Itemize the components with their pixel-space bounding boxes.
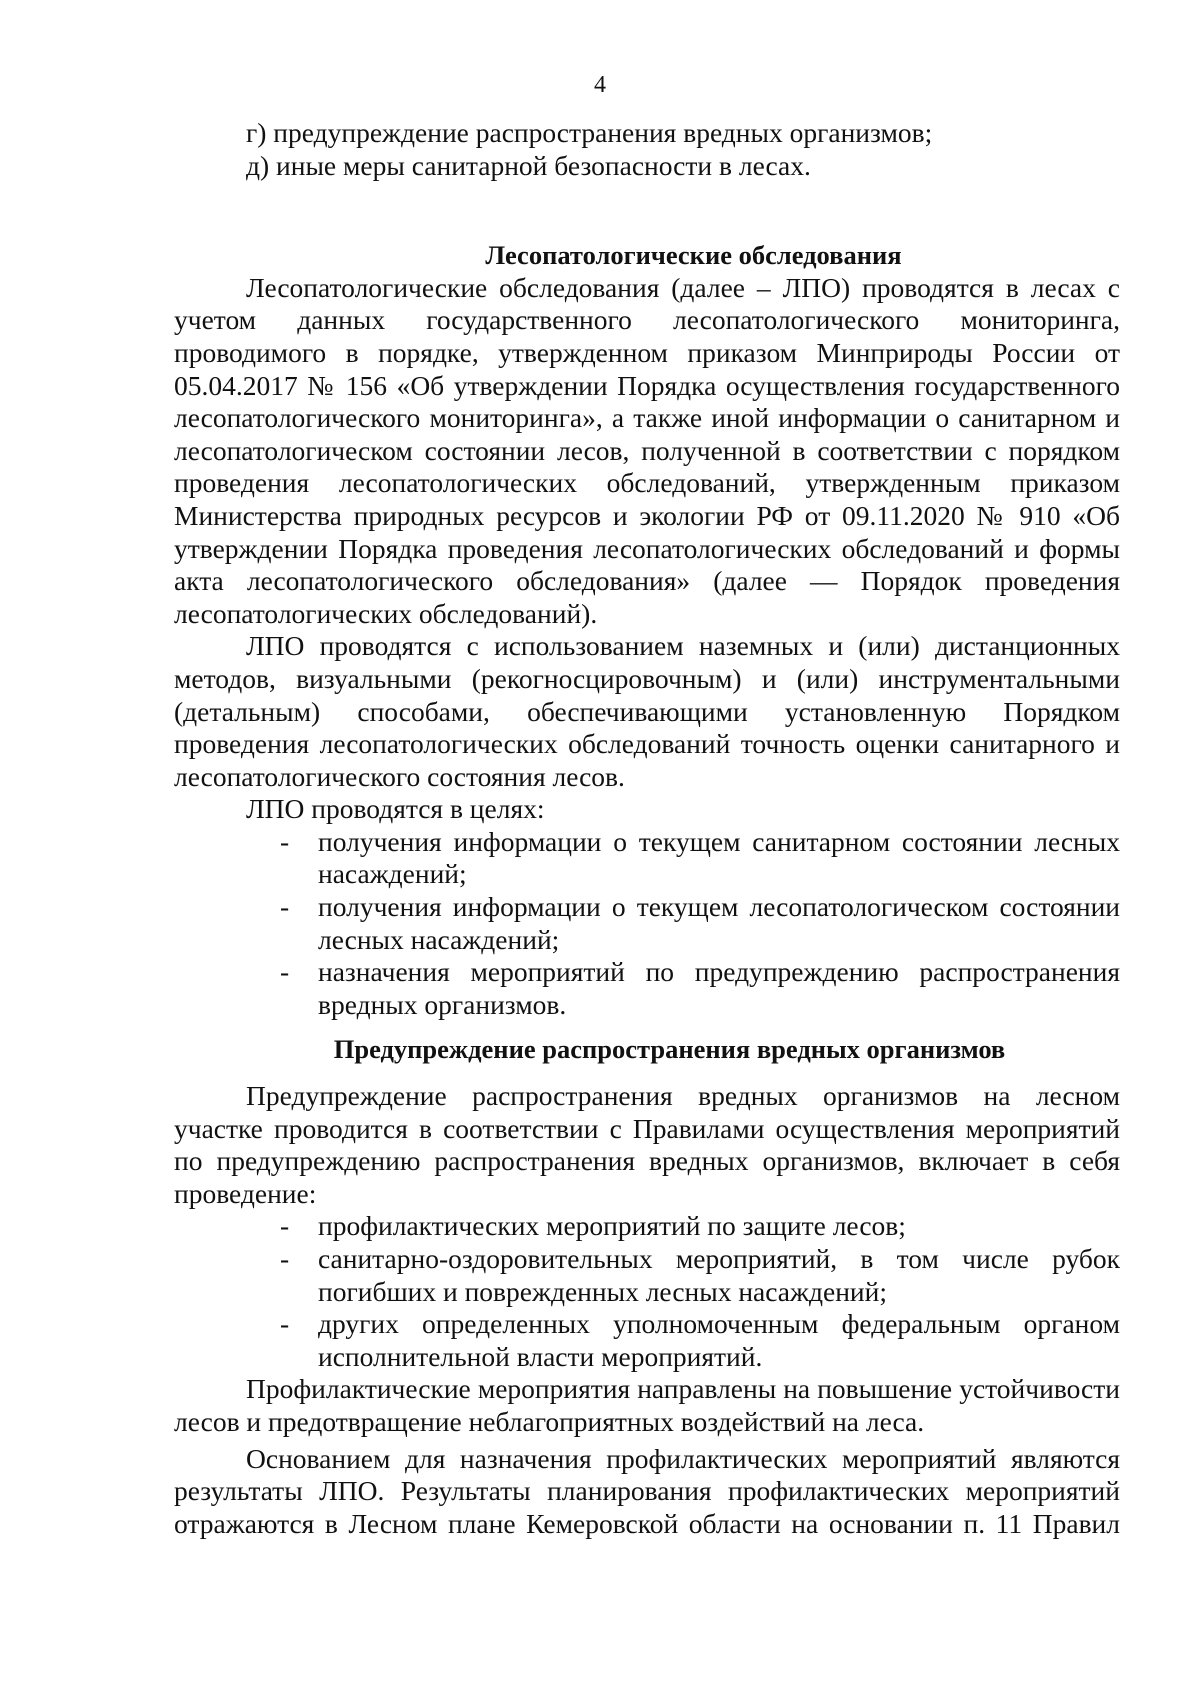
list-item (174, 1308, 1120, 1373)
list-item-text: профилактических мероприятий по защите лесов; (318, 1210, 906, 1242)
intro-item-g: г) предупреждение распространения вредных организмов; (246, 117, 933, 148)
section-heading-pest-prevention: Предупреждение распространения вредных организмов (333, 1034, 1006, 1065)
page-content (174, 117, 1120, 1540)
list-item-text: санитарно-оздоровительных мероприятий, в том числе рубок погибших и поврежденных лесных насаждений; (318, 1243, 1120, 1307)
list-dash: - (280, 1308, 290, 1340)
prevention-measures-list (174, 1210, 1120, 1373)
list-item (174, 1243, 1120, 1308)
list-item-text: получения информации о текущем лесопатологическом состоянии лесных насаждений; (318, 891, 1120, 955)
list-dash: - (280, 1243, 290, 1274)
list-item (174, 891, 1120, 956)
list-item-text: других определенных уполномоченным федеральным органом исполнительной власти мероприятий. (318, 1308, 1120, 1372)
paragraph-lpo-methods: ЛПО проводятся с использованием наземных и (или) дистанционных методов, визуальными (рекогносцировочным) и (или) инструментальными (детальным) способами, обеспечивающими установленную Порядком проведения лесопатологических обследований точность оценки санитарного и лесопатологического состояния лесов. (174, 630, 1120, 792)
list-dash: - (280, 956, 290, 988)
paragraph-lpo-goals-intro: ЛПО проводятся в целях: (246, 793, 545, 825)
page-number: 4 (594, 72, 606, 98)
list-item (174, 956, 1120, 1021)
paragraph-prophylactic-basis: Основанием для назначения профилактических мероприятий являются результаты ЛПО. Результаты планирования профилактических мероприятий отражаются в Лесном плане Кемеровской области на основании п. 11 Правил (174, 1442, 1120, 1539)
paragraph-prophylactic-purpose: Профилактические мероприятия направлены на повышение устойчивости лесов и предотвращение неблагоприятных воздействий на леса. (174, 1373, 1120, 1437)
lpo-goals-list (174, 826, 1120, 1022)
list-dash: - (280, 891, 290, 923)
list-item-text: получения информации о текущем санитарном состоянии лесных насаждений; (318, 825, 1120, 890)
paragraph-prevention-intro: Предупреждение распространения вредных организмов на лесном участке проводится в соответствии с Правилами осуществления мероприятий по предупреждению распространения вредных организмов, включает в себя проведение: (174, 1080, 1120, 1209)
section-heading-lpo: Лесопатологические обследования (485, 240, 902, 271)
paragraph-lpo-definition: Лесопатологические обследования (далее – ЛПО) проводятся в лесах с учетом данных государственного лесопатологического мониторинга, проводимого в порядке, утвержденном приказом Минприроды России от 05.04.2017 № 156 «Об утверждении Порядка осуществления государственного лесопатологического мониторинга», а также иной информации о санитарном и лесопатологическом состоянии лесов, полученной в соответствии с порядком проведения лесопатологических обследований, утвержденным приказом Министерства природных ресурсов и экологии РФ от 09.11.2020 № 910 «Об утверждении Порядка проведения лесопатологических обследований и формы акта лесопатологического обследования» (далее — Порядок проведения лесопатологических обследований). (174, 271, 1120, 629)
list-dash: - (280, 825, 290, 857)
list-dash: - (280, 1210, 290, 1242)
list-item (174, 1210, 1120, 1243)
list-item-text: назначения мероприятий по предупреждению распространения вредных организмов. (318, 956, 1120, 1020)
list-item (174, 826, 1120, 891)
intro-item-d: д) иные меры санитарной безопасности в лесах. (246, 149, 811, 181)
